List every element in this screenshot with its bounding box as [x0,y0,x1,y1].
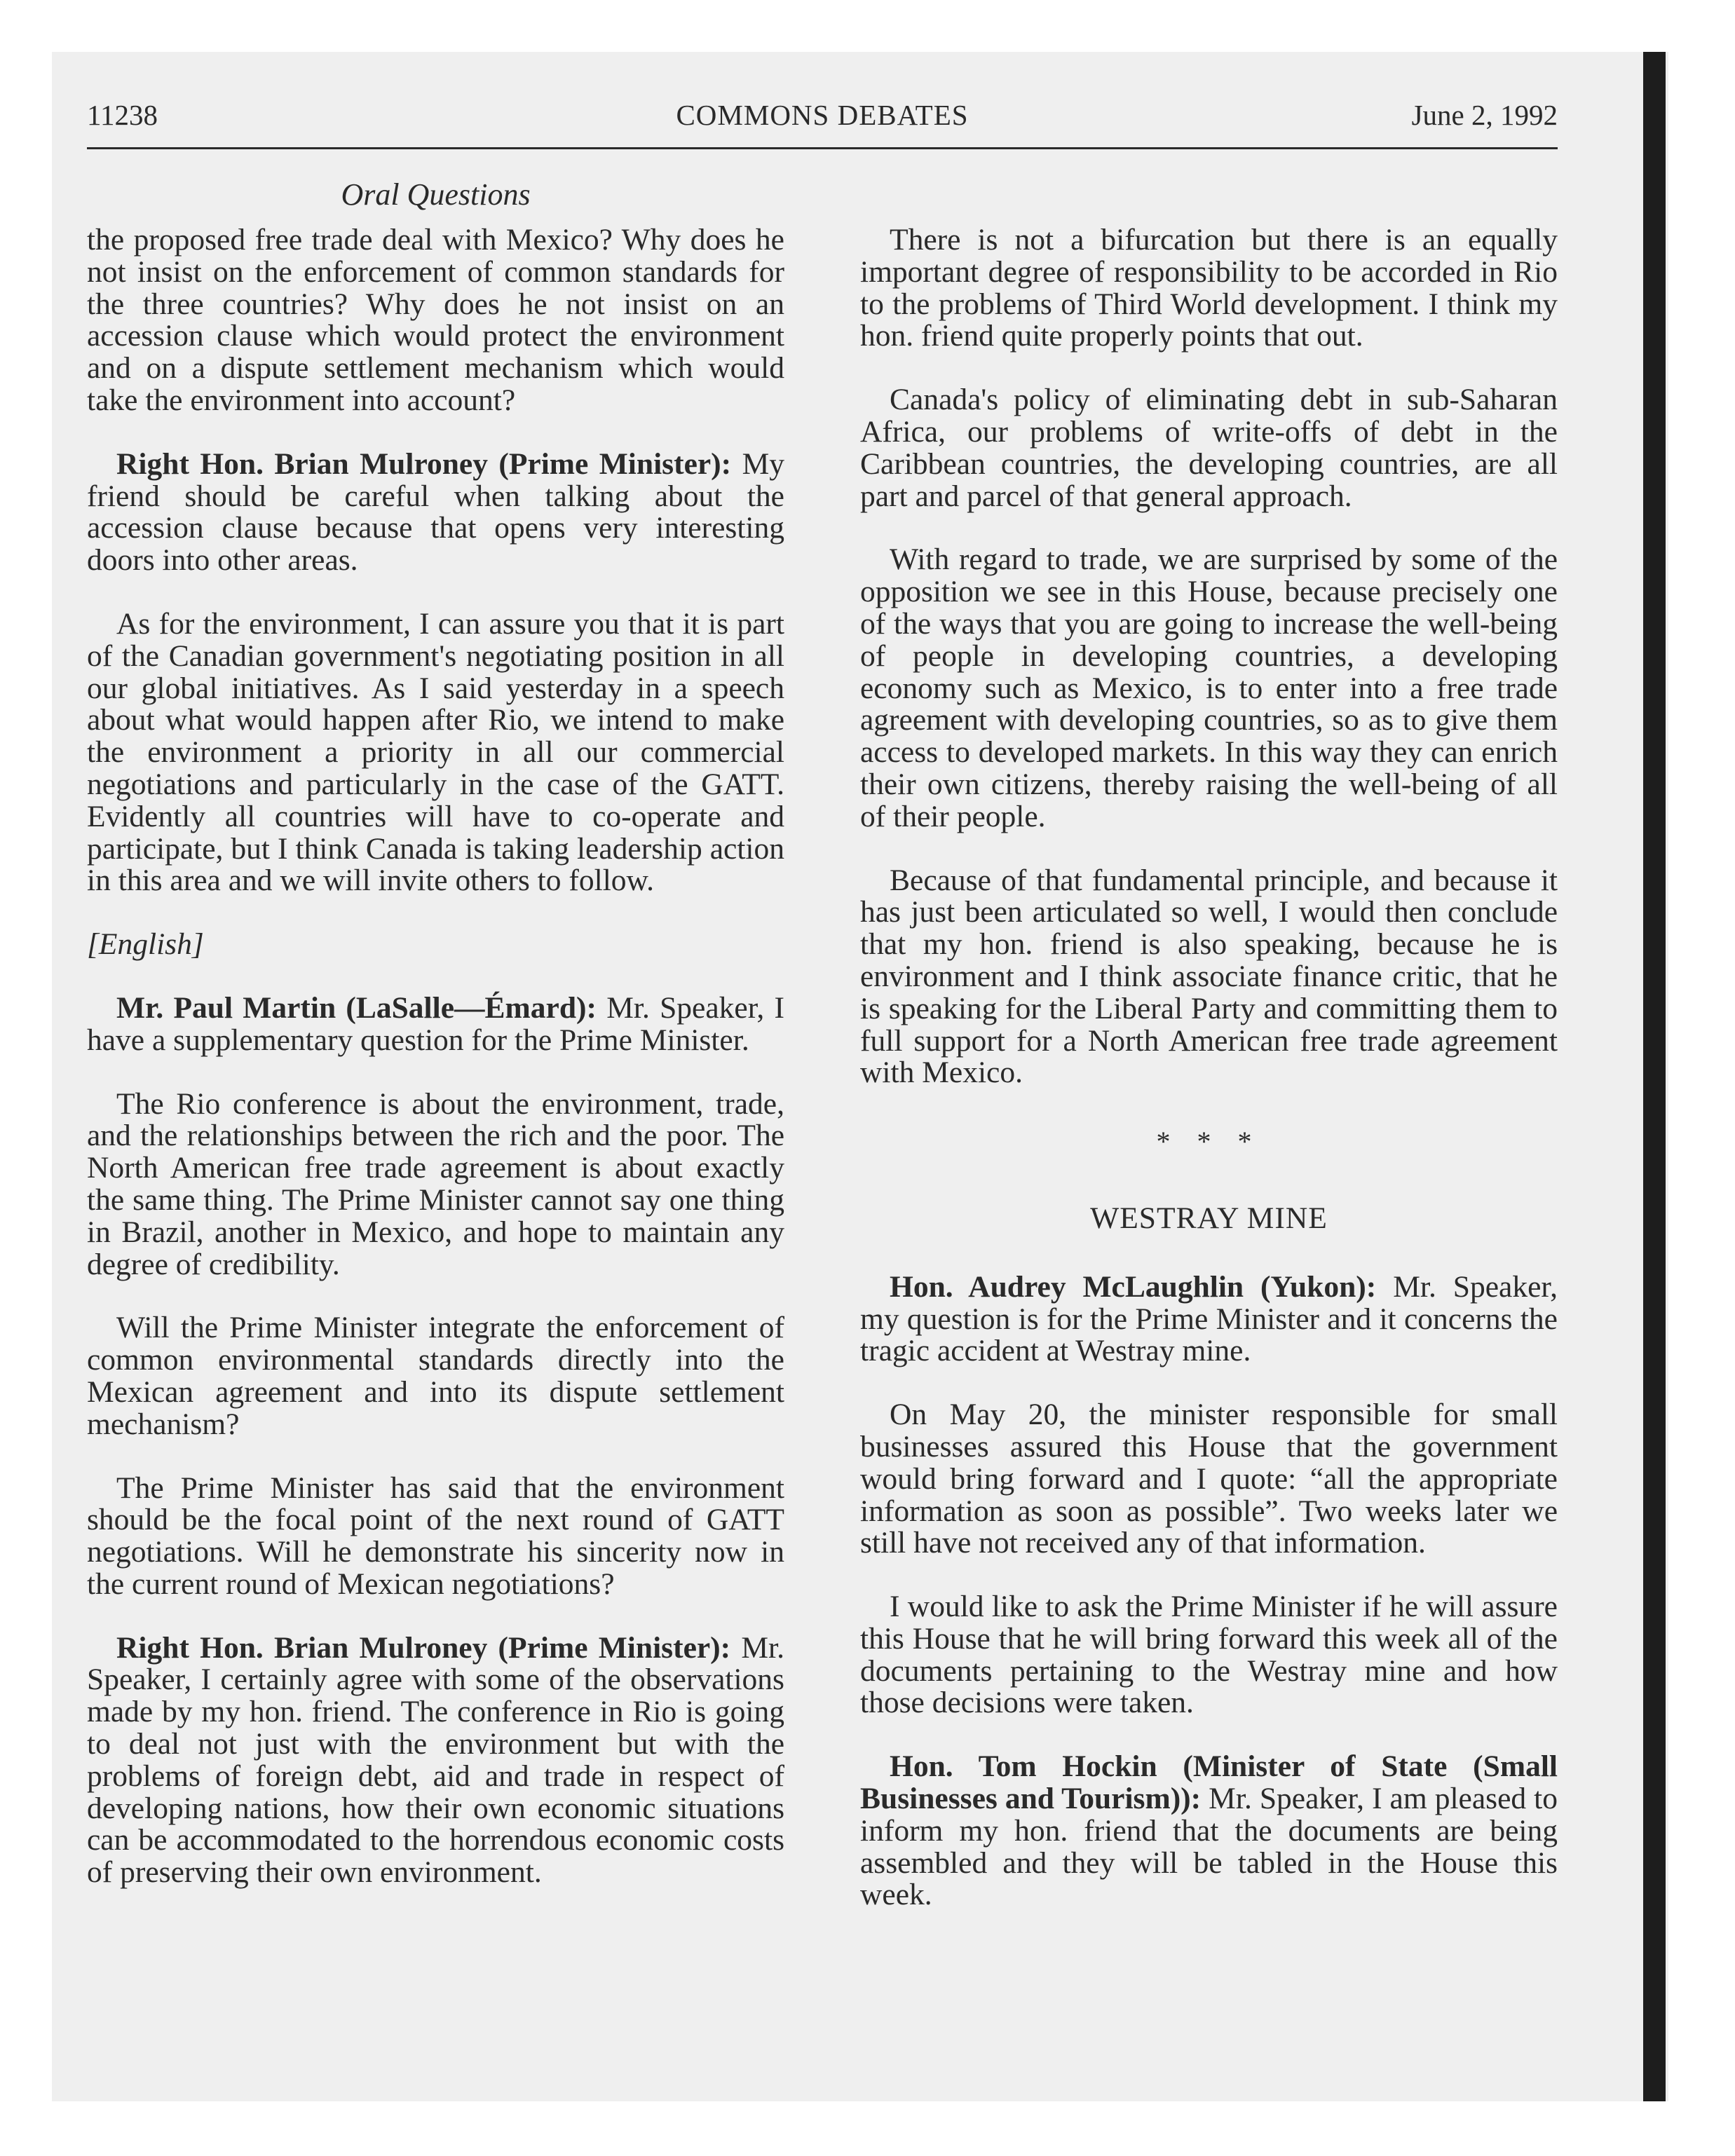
paragraph: As for the environment, I can assure you that it is part of the Canadian government's negotiating position in all our global initiatives. As I said yesterday in a speech about what would happen after Rio, we intend to make the environment a priority in all our commercial negotiations and particularly in the case of the GATT. Evidently all countries will have to co-operate and participate, but I think Canada is taking leadership action in this area and we will invite others to follow. [87,606,784,898]
speech-text: Mr. Speaker, I certainly agree with some of the observations made by my hon. friend. The conference in Rio is going to deal not just with the environment but with the problems of foreign debt, aid and trade in respect of developing nations, how their own economic situations can be accommodated to the horrendous economic costs of preserving their own environment. [87,1630,784,1890]
language-tag: [English] [87,927,204,962]
speaker-name: Hon. Audrey McLaughlin (Yukon): [890,1269,1377,1304]
scan-edge-shadow [1643,52,1666,2101]
section-separator: * * * [1156,1126,1262,1158]
paragraph: the proposed free trade deal with Mexico? Why does he not insist on the enforcement of common standards for the three countries? Why does he not insist on an accession clause which would protect the environment and on a dispute settlement mechanism which would take the environment into account? [87,223,784,417]
paragraph: The Prime Minister has said that the environment should be the focal point of the next round of GATT negotiations. Will he demonstrate his sincerity now in the current round of Mexican negotiations? [87,1471,784,1601]
speaker-name: Right Hon. Brian Mulroney (Prime Minister): [116,1630,731,1665]
speech-paragraph [87,992,784,1057]
right-column [860,224,1558,1943]
paragraph: With regard to trade, we are surprised by some of the opposition we see in this House, because precisely one of the ways that you are going to increase the well-being of people in developing countries, a developing economy such as Mexico, is to enter into a free trade agreement with developing countries, so as to give them access to developed markets. In this way they can enrich their own citizens, thereby raising the well-being of all of their people. [860,543,1558,833]
issue-date: June 2, 1992 [1411,99,1558,131]
paragraph: Canada's policy of eliminating debt in sub-Saharan Africa, our problems of write-offs of debt in the Caribbean countries, the developing countries, are all part and parcel of that general approach. [860,383,1558,513]
paragraph: Will the Prime Minister integrate the enforcement of common environmental standards directly into the Mexican agreement and into its dispute settlement mechanism? [87,1311,784,1441]
publication-title: COMMONS DEBATES [676,99,969,131]
paragraph: Because of that fundamental principle, and because it has just been articulated so well, I would then conclude that my hon. friend is also speaking, because he is environment and I think associate finance critic, that he is speaking for the Liberal Party and committing them to full support for a North American free trade agreement with Mexico. [860,863,1558,1090]
speech-text: Mr. Speaker, I am pleased to inform my hon. friend that the documents are being assembled and they will be tabled in the House this week. [860,1782,1558,1912]
speaker-name: Hon. Tom Hockin (Minister of State (Small Businesses and Tourism)): [860,1749,1558,1816]
paragraph: I would like to ask the Prime Minister if he will assure this House that he will bring forward this week all of the documents pertaining to the Westray mine and how those decisions were taken. [860,1590,1558,1720]
speech-text: Mr. Speaker, my question is for the Prime Minister and it concerns the tragic accident at Westray mine. [860,1269,1558,1368]
running-head [87,87,1558,143]
header-rule [87,147,1558,149]
section-title: Oral Questions [341,177,531,212]
page-number: 11238 [87,99,158,131]
speaker-name: Right Hon. Brian Mulroney (Prime Minister): [116,446,732,481]
speaker-name: Mr. Paul Martin (LaSalle—Émard): [116,990,597,1025]
speech-paragraph [860,1271,1558,1367]
paragraph: The Rio conference is about the environment, trade, and the relationships between the rich and the poor. The North American free trade agreement is about exactly the same thing. The Prime Minister cannot say one thing in Brazil, another in Mexico, and hope to maintain any degree of credibility. [87,1086,784,1281]
speech-text: My friend should be careful when talking about the accession clause because that opens very interesting doors into other areas. [87,446,784,578]
paragraph: On May 20, the minister responsible for small businesses assured this House that the government would bring forward and I quote: “all the appropriate information as soon as possible”. Two weeks later we still have not received any of that information. [860,1398,1558,1560]
topic-heading: WESTRAY MINE [1090,1201,1328,1235]
left-column [87,224,784,1920]
speech-text: Mr. Speaker, I have a supplementary question for the Prime Minister. [87,990,785,1057]
paragraph: There is not a bifurcation but there is an equally important degree of responsibility to be accorded in Rio to the problems of Third World development. I think my hon. friend quite properly points that out. [860,223,1558,353]
speech-paragraph [87,1632,784,1889]
speech-paragraph [87,446,784,578]
speech-paragraph [860,1751,1558,1911]
